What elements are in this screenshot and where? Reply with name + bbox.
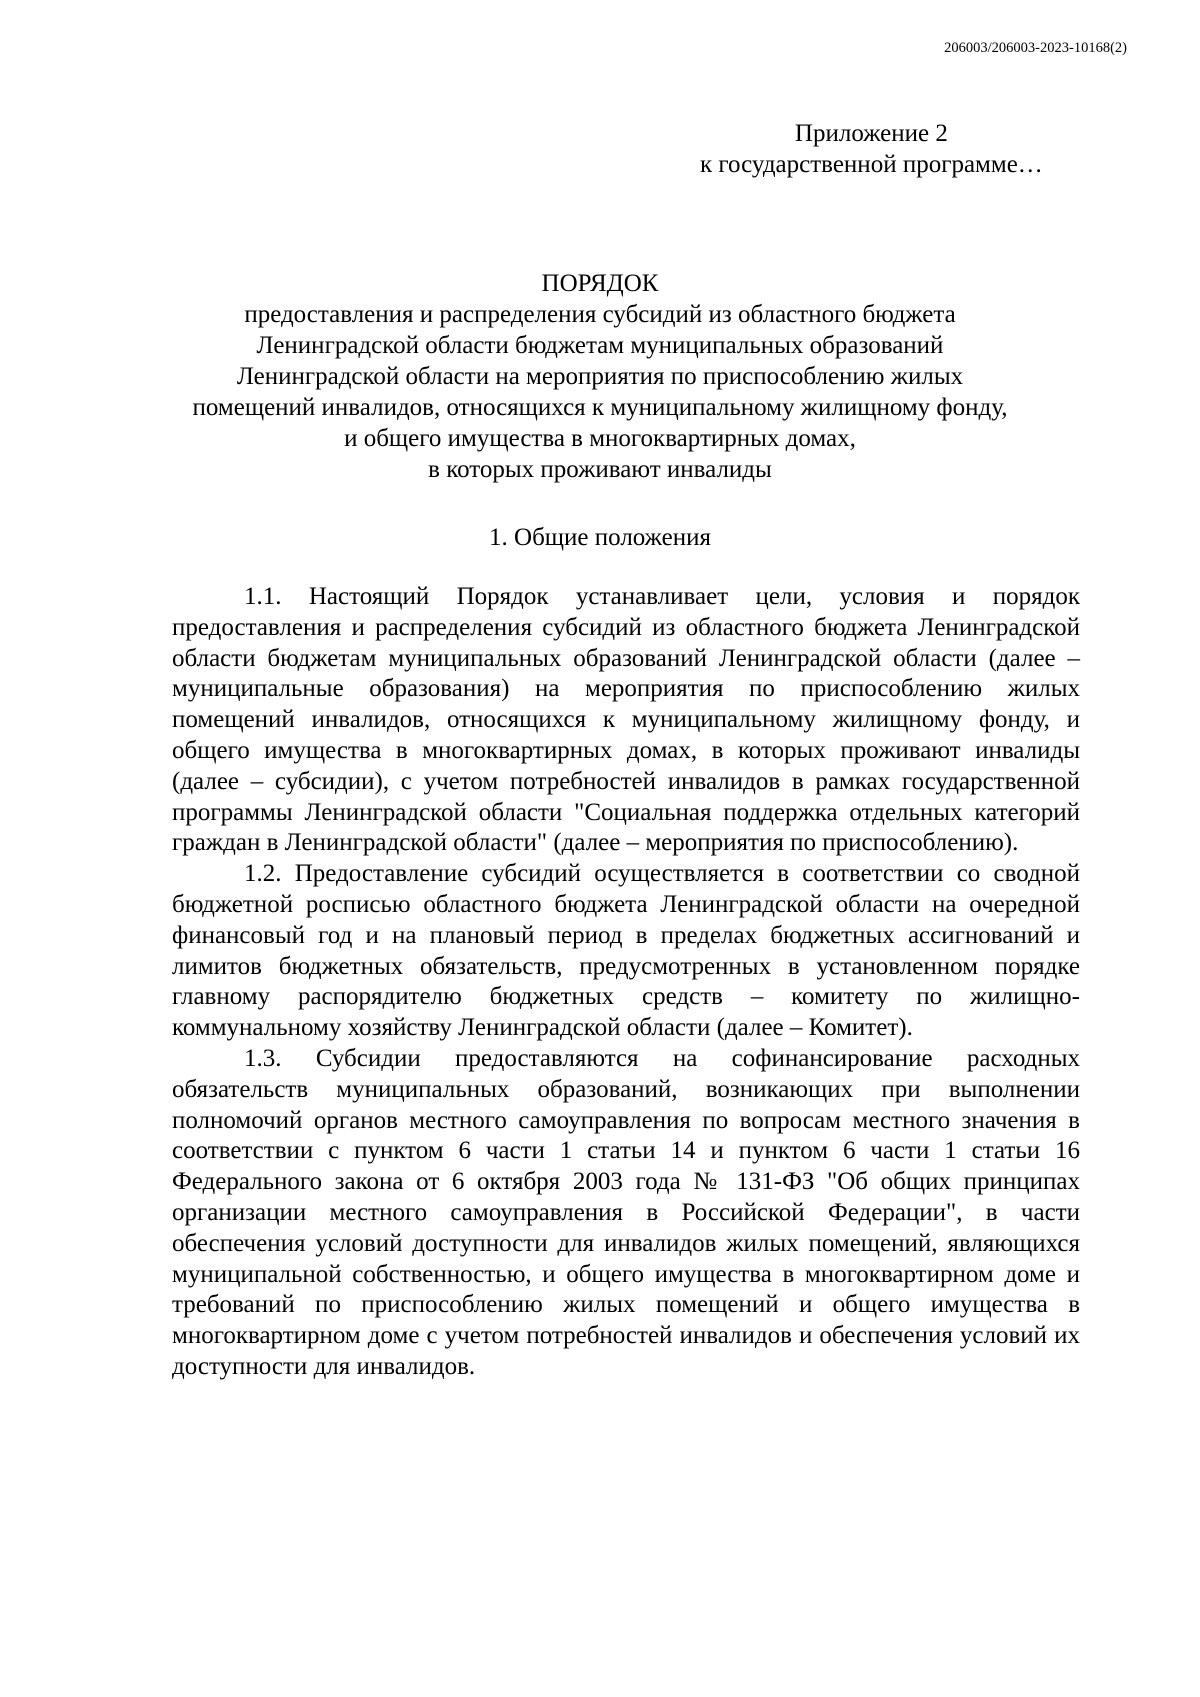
paragraph-1-2: 1.2. Предоставление субсидий осуществляется в соответствии со сводной бюджетной росписью областного бюджета Ленинградской области на очередной финансовый год и на плановый период в пределах бюджетных ассигнований и лимитов бюджетных обязательств, предусмотренных в установленном порядке главному распорядителю бюджетных средств – комитету по жилищно-коммунальному хозяйству Ленинградской области (далее – Комитет). (172, 860, 1080, 1042)
paragraph-1-3: 1.3. Субсидии предоставляются на софинансирование расходных обязательств муниципальных образований, возникающих при выполнении полномочий органов местного самоуправления по вопросам местного значения в соответствии с пунктом 6 части 1 статьи 14 и пунктом 6 части 1 статьи 16 Федерального закона от 6 октября 2003 года № 131-ФЗ "Об общих принципах организации местного самоуправления в Российской Федерации", в части обеспечения условий доступности для инвалидов жилых помещений, являющихся муниципальной собственностью, и общего имущества в многоквартирном доме и требований по приспособлению жилых помещений и общего имущества в многоквартирном доме с учетом потребностей инвалидов и обеспечения условий их доступности для инвалидов. (172, 1044, 1080, 1380)
document-number: 206003/206003-2023-10168(2) (944, 40, 1127, 56)
title-heading: ПОРЯДОК (541, 270, 659, 297)
title-line: помещений инвалидов, относящихся к муниципальному жилищному фонду, (192, 394, 1008, 421)
title-line: и общего имущества в многоквартирных домах, (344, 425, 856, 452)
appendix-line-2: к государственной программе… (700, 151, 1043, 178)
title-line: Ленинградской области бюджетам муниципальных образований (256, 332, 944, 359)
section-title: 1. Общие положения (489, 524, 711, 551)
appendix-reference (700, 118, 1043, 180)
document-title (150, 268, 1050, 485)
title-line: Ленинградской области на мероприятия по приспособлению жилых (236, 363, 964, 390)
appendix-line-1: Приложение 2 (794, 120, 948, 147)
title-line: предоставления и распределения субсидий из областного бюджета (244, 301, 956, 328)
document-body (172, 582, 1080, 1383)
title-line: в которых проживают инвалиды (428, 456, 772, 483)
paragraph-1-1: 1.1. Настоящий Порядок устанавливает цели, условия и порядок предоставления и распределения субсидий из областного бюджета Ленинградской области бюджетам муниципальных образований Ленинградской области (далее – муниципальные образования) на мероприятия по приспособлению жилых помещений инвалидов, относящихся к муниципальному жилищному фонду, и общего имущества в многоквартирных домах, в которых проживают инвалиды (далее – субсидии), с учетом потребностей инвалидов в рамках государственной программы Ленинградской области "Социальная поддержка отдельных категорий граждан в Ленинградской области" (далее – мероприятия по приспособлению). (172, 583, 1080, 857)
